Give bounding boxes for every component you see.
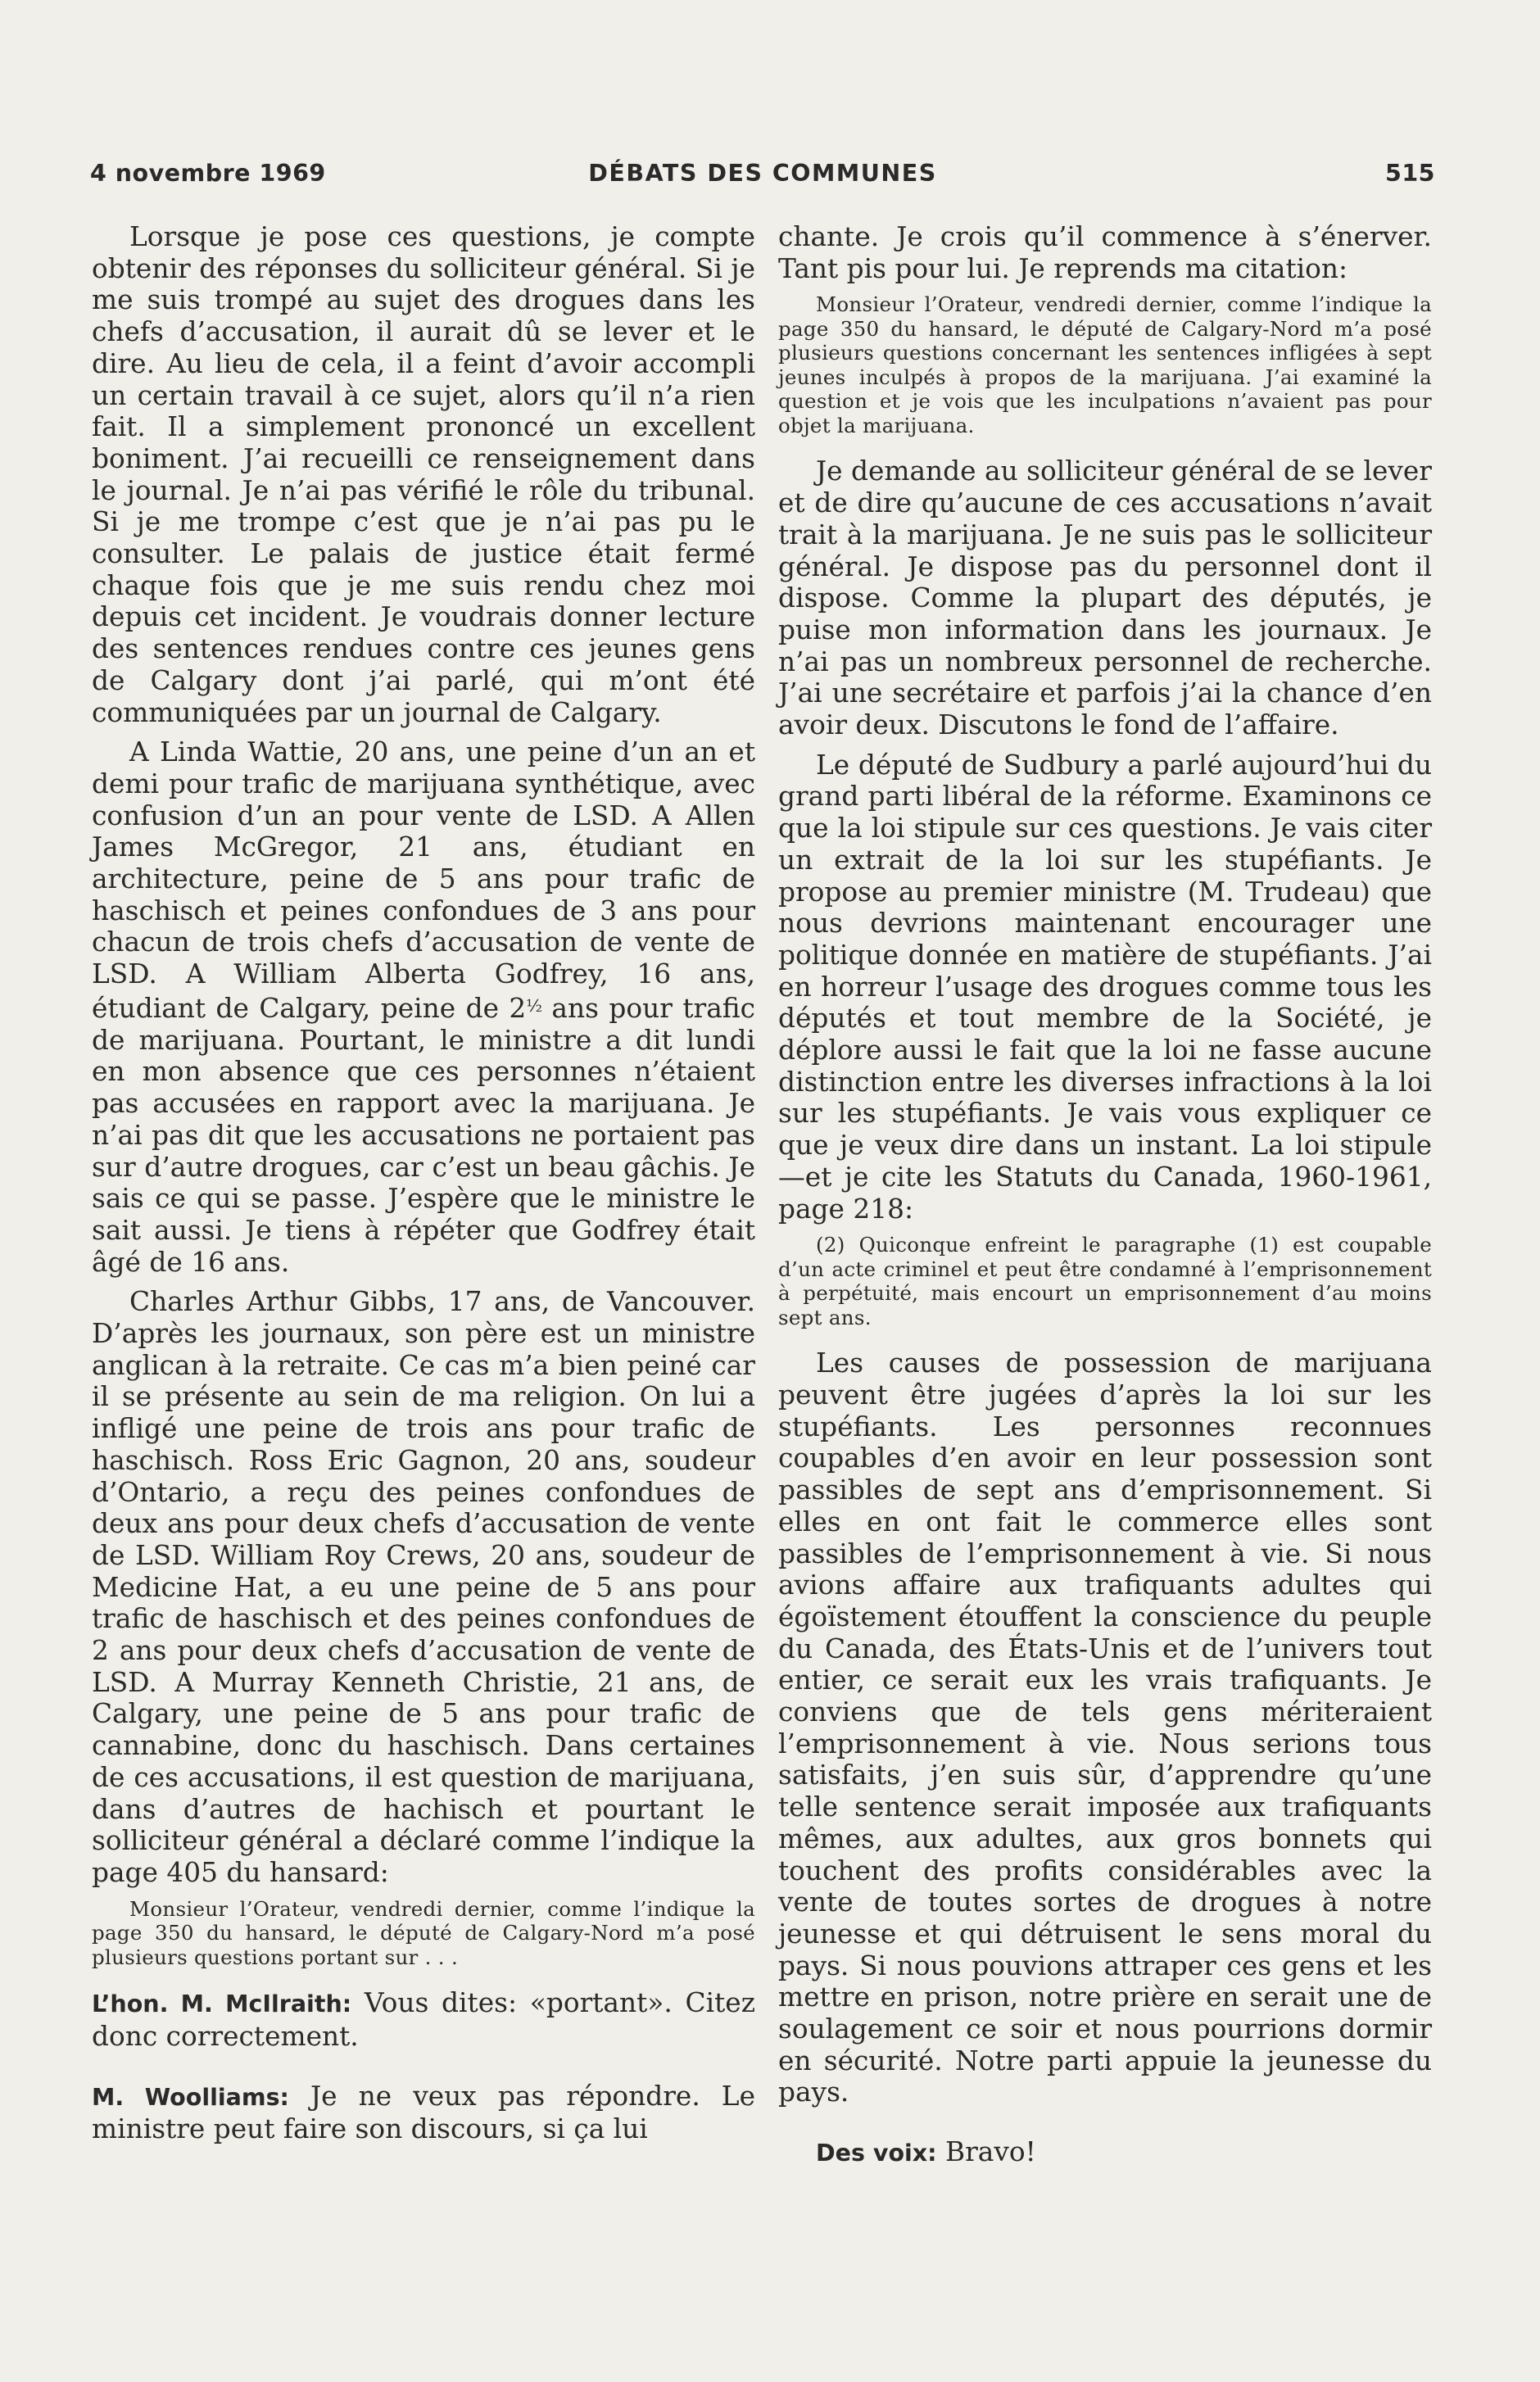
speech-woolliams [92, 2081, 755, 2145]
speaker-name: Des voix: [816, 2140, 937, 2167]
speaker-name: M. Woolliams: [92, 2083, 289, 2111]
header-title: DÉBATS DES COMMUNES [588, 160, 937, 187]
speech-des-voix [778, 2136, 1432, 2170]
speech-text: Bravo! [936, 2136, 1036, 2168]
speech-mcilraith [92, 1987, 755, 2052]
paragraph: Je demande au solliciteur général de se lever et de dire qu’aucune de ces accusations n’avait trait à la marijuana. Je ne suis pas le solliciteur général. Je dispose pas du personnel dont il dispose. Comme la plupart des députés, je puise mon information dans les journaux. Je n’ai pas un nombreux personnel de recherche. J’ai une secrétaire et parfois j’ai la chance d’en avoir deux. Discutons le fond de l’affaire. [778, 455, 1432, 741]
fraction: ½ [526, 995, 541, 1016]
page-header [90, 160, 1435, 201]
right-column [778, 221, 1432, 2178]
paragraph: chante. Je crois qu’il commence à s’énerver. Tant pis pour lui. Je reprends ma citation: [778, 221, 1432, 284]
page-number: 515 [1385, 160, 1435, 187]
hansard-quote: Monsieur l’Orateur, vendredi dernier, comme l’indique la page 350 du hansard, le député de Calgary-Nord m’a posé plusieurs questions portant sur . . . [92, 1896, 755, 1969]
header-date: 4 novembre 1969 [90, 160, 326, 187]
paragraph-sentences [92, 736, 755, 1278]
paragraph-text: A Linda Wattie, 20 ans, une peine d’un an et demi pour trafic de marijuana synthétique, avec confusion d’un an pour vente de LSD. A Allen James McGregor, 21 ans, étudiant en architecture, peine de 5 ans pour trafic de haschisch et peines confondues de 3 ans pour chacun de trois chefs d’accusation de vente de LSD. A William Alberta Godfrey, 16 ans, étudiant de Calgary, peine de 2 [92, 736, 755, 1024]
speech-text: Vous dites: «portant». Citez donc correctement. [92, 1987, 755, 2052]
speech-text: Je ne veux pas répondre. Le ministre peut faire son discours, si ça lui [92, 2080, 755, 2145]
paragraph: Charles Arthur Gibbs, 17 ans, de Vancouver. D’après les journaux, son père est un ministre anglican à la retraite. Ce cas m’a bien peiné car il se présente au sein de ma religion. On lui a infligé une peine de trois ans pour trafic de haschisch. Ross Eric Gagnon, 20 ans, soudeur d’Ontario, a reçu des peines confondues de deux ans pour deux chefs d’accusation de vente de LSD. William Roy Crews, 20 ans, soudeur de Medicine Hat, a eu une peine de 5 ans pour trafic de haschisch et des peines confondues de 2 ans pour deux chefs d’accusation de vente de LSD. A Murray Kenneth Christie, 21 ans, de Calgary, une peine de 5 ans pour trafic de cannabine, donc du haschisch. Dans certaines de ces accusations, il est question de marijuana, dans d’autres de hachisch et pourtant le solliciteur général a déclaré comme l’indique la page 405 du hansard: [92, 1286, 755, 1888]
left-column [92, 221, 755, 2153]
paragraph-text: ans pour trafic de marijuana. Pourtant, le ministre a dit lundi en mon absence que ces personnes n’étaient pas accusées en rapport avec la marijuana. Je n’ai pas dit que les accusations ne portaient pas sur d’autre drogues, car c’est un beau gâchis. Je sais ce qui se passe. J’espère que le ministre le sait aussi. Je tiens à répéter que Godfrey était âgé de 16 ans. [92, 992, 756, 1278]
speaker-name: L’hon. M. McIlraith: [92, 1990, 352, 2018]
paragraph: Lorsque je pose ces questions, je compte obtenir des réponses du solliciteur général. Si je me suis trompé au sujet des drogues dans les chefs d’accusation, il aurait dû se lever et le dire. Au lieu de cela, il a feint d’avoir accompli un certain travail à ce sujet, alors qu’il n’a rien fait. Il a simplement prononcé un excellent boniment. J’ai recueilli ce renseignement dans le journal. Je n’ai pas vérifié le rôle du tribunal. Si je me trompe c’est que je n’ai pas pu le consulter. Le palais de justice était fermé chaque fois que je me suis rendu chez moi depuis cet incident. Je voudrais donner lecture des sentences rendues contre ces jeunes gens de Calgary dont j’ai parlé, qui m’ont été communiquées par un journal de Calgary. [92, 221, 755, 728]
paragraph: Le député de Sudbury a parlé aujourd’hui du grand parti libéral de la réforme. Examinons ce que la loi stipule sur ces questions. Je vais citer un extrait de la loi sur les stupéfiants. Je propose au premier ministre (M. Trudeau) que nous devrions maintenant encourager une politique donnée en matière de stupéfiants. J’ai en horreur l’usage des drogues comme tous les députés et tout membre de la Société, je déplore aussi le fait que la loi ne fasse aucune distinction entre les diverses infractions à la loi sur les stupéfiants. Je vais vous expliquer ce que je veux dire dans un instant. La loi stipule—et je cite les Statuts du Canada, 1960-1961, page 218: [778, 749, 1432, 1225]
hansard-quote: Monsieur l’Orateur, vendredi dernier, comme l’indique la page 350 du hansard, le député de Calgary-Nord m’a posé plusieurs questions concernant les sentences infligées à sept jeunes inculpés à propos de la marijuana. J’ai examiné la question et je vois que les inculpations n’avaient pas pour objet la marijuana. [778, 292, 1432, 437]
statute-quote: (2) Quiconque enfreint le paragraphe (1) est coupable d’un acte criminel et peut être condamné à l’emprisonnement à perpétuité, mais encourt un emprisonnement d’au moins sept ans. [778, 1233, 1432, 1329]
paragraph: Les causes de possession de marijuana peuvent être jugées d’après la loi sur les stupéfiants. Les personnes reconnues coupables d’en avoir en leur possession sont passibles de sept ans d’emprisonnement. Si elles en ont fait le commerce elles sont passibles de l’emprisonnement à vie. Si nous avions affaire aux trafiquants adultes qui égoïstement étouffent la conscience du peuple du Canada, des États-Unis et de l’univers tout entier, ce serait eux les vrais trafiquants. Je conviens que de tels gens mériteraient l’emprisonnement à vie. Nous serions tous satisfaits, j’en suis sûr, d’apprendre qu’une telle sentence serait imposée aux trafiquants mêmes, aux adultes, aux gros bonnets qui touchent des profits considérables avec la vente de toutes sortes de drogues à notre jeunesse et qui détruisent le sens moral du pays. Si nous pouvions attraper ces gens et les mettre en prison, notre prière en serait une de soulagement ce soir et nous pourrions dormir en sécurité. Notre parti appuie la jeunesse du pays. [778, 1347, 1432, 2108]
